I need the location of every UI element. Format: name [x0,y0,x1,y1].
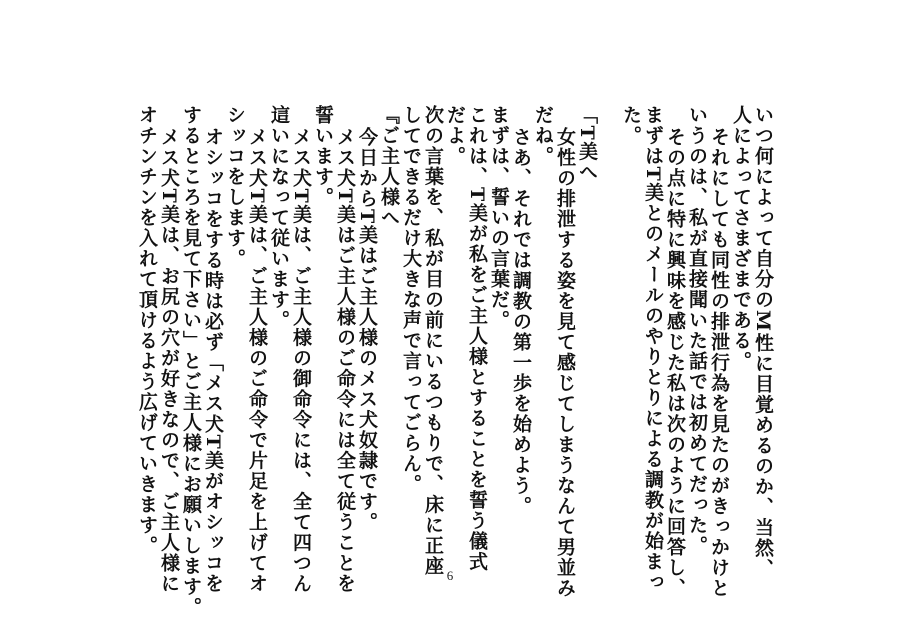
text-line-5: その点に特に興味を感じた私は次のように回答し、 [664,127,686,599]
text-line-8: 「T美へ [576,105,598,183]
text-line-13: これは、T美が私をご主人様とすることを誓う儀式 [466,105,488,572]
text-line-25: オシッコをする時は必ず「メス犬T美がオシッコを [202,127,224,594]
text-line-27: メス犬T美は、お尻の穴が好きなので、ご主人様に [158,127,180,594]
text-line-21: メス犬T美は、ご主人様の御命令には、全て四つん [290,127,312,594]
text-line-26: するところを見て下さい」とご主人様にお願いします。 [180,105,202,618]
text-line-14: だよ。 [444,105,466,167]
text-line-10: だね。 [532,105,554,167]
text-line-9: 女性の排泄する姿を見て感じてしまうなんて男並み [554,127,576,599]
text-line-23: メス犬T美は、ご主人様のご命令で片足を上げてオ [246,127,268,594]
text-line-20: 誓います。 [312,105,334,208]
text-line-2: 人によってさまざまである。 [730,105,752,372]
text-line-18: 今日からT美はご主人様のメス犬奴隷です。 [356,127,378,533]
text-line-7: た。 [620,105,642,146]
text-line-17: 『ご主人様へ [378,105,400,228]
page-number: 6 [446,568,454,583]
text-line-24: シッコをします。 [224,105,246,269]
text-line-4: いうのは、私が直接聞いた話では初めてだった。 [686,105,708,556]
text-line-1: いつ何によって自分のM性に目覚めるのか、当然、 [752,105,774,579]
text-line-3: それにしても同性の排泄行為を見たのがきっかけと [708,127,730,599]
text-line-12: まずは、誓いの言葉だ。 [488,105,510,331]
text-line-15: 次の言葉を、私が目の前にいるつもりで、床に正座 [422,105,444,577]
text-line-11: さあ、それでは調教の第一歩を始めよう。 [510,127,532,517]
text-line-19: メス犬T美はご主人様のご命令には全て従うことを [334,127,356,594]
text-line-28: オチンチンを入れて頂けるよう広げていきます。 [136,105,158,556]
text-line-16: してできるだけ大きな声で言ってごらん。 [400,105,422,495]
text-line-6: まずはT美とのメールのやりとりによる調教が始まっ [642,105,664,593]
text-line-22: 這いになって従います。 [268,105,290,331]
